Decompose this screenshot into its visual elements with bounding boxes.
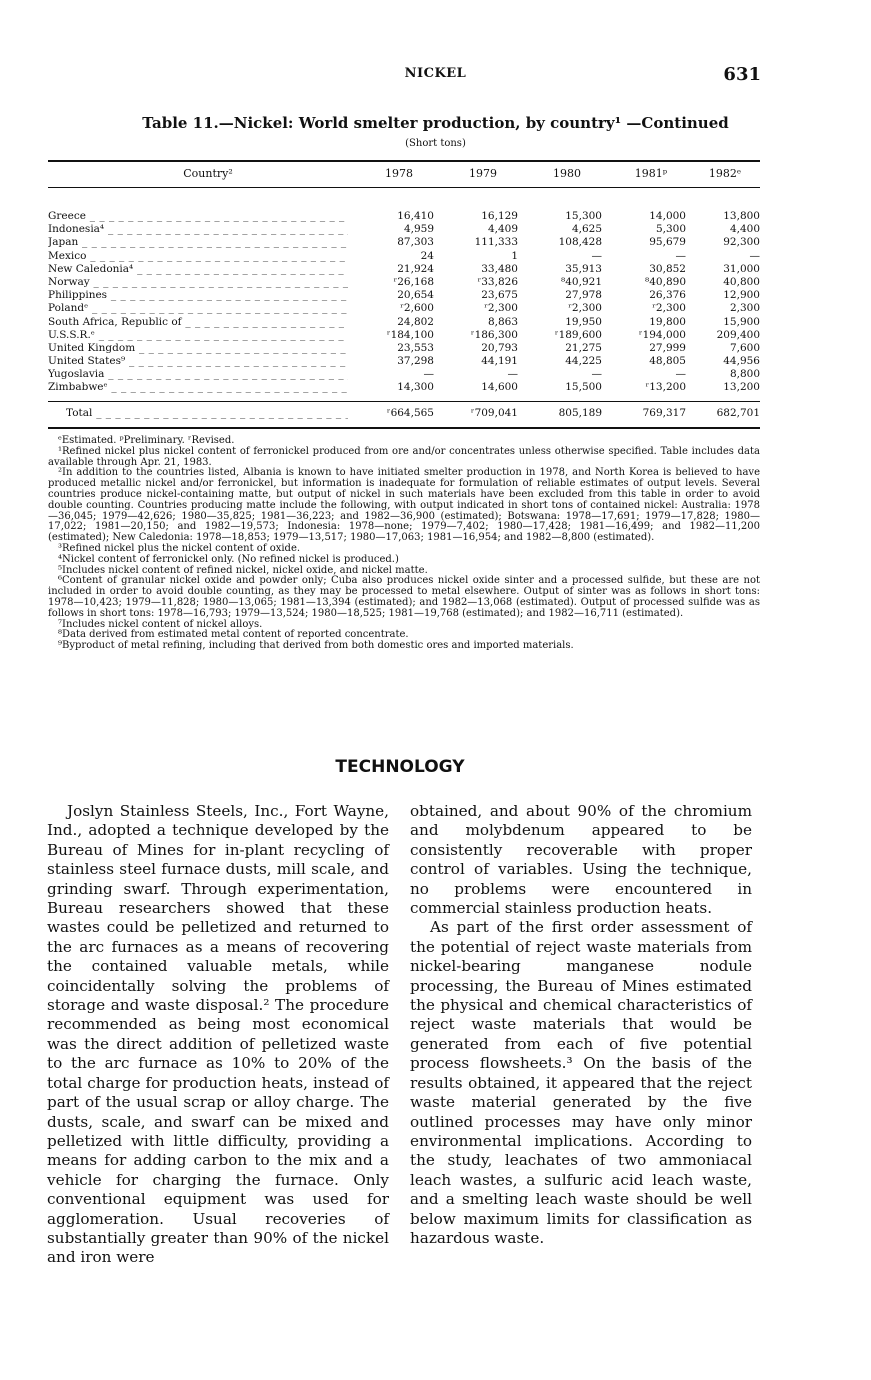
country-name: Japan _ _ _ (48, 236, 348, 249)
table-column-headers (48, 167, 760, 181)
country-name: Mexico _ _ _ (48, 250, 348, 263)
total-label: Total _ _ _ (66, 405, 348, 421)
country-name: U.S.S.R.ᵉ _ _ _ (48, 329, 348, 342)
section-title: TECHNOLOGY (335, 757, 465, 777)
cell-1979: 4,409 (487, 223, 518, 236)
page-number: 631 (723, 64, 761, 85)
table-header-rule (48, 187, 760, 188)
cell-1982: 2,300 (729, 302, 760, 315)
cell-1979: 111,333 (474, 236, 518, 249)
total-1978: ʳ664,565 (386, 407, 434, 419)
table-body (48, 210, 760, 395)
cell-1979: 8,863 (487, 315, 518, 328)
col-header-1978: 1978 (385, 167, 413, 180)
cell-1980: 19,950 (565, 315, 602, 328)
cell-1982: 31,000 (723, 262, 760, 275)
cell-1980: ʳ2,300 (568, 302, 602, 315)
cell-1980: 4,625 (571, 223, 602, 236)
footnote: ⁶Content of granular nickel oxide and powder only; Cuba also produces nickel oxide sinter and a processed sulfide, but these are not included in order to avoid double counting, as they may be processed to metal elsewhere. Output of sinter was as follows in short tons: 1978—10,423; 1979—11,828; 1980—13,065; 1981—13,394 (estimated); and 1982—13,068 (estimated). Output of processed sulfide was as follows in short tons: 1978—16,793; 1979—13,524; 1980—18,525; 1981—19,768 (estimated); and 1982—16,711 (estimated). (48, 575, 760, 619)
table-row (48, 223, 760, 236)
cell-1982: 12,900 (723, 289, 760, 302)
table-row (48, 329, 760, 342)
cell-1978: 24,802 (397, 315, 434, 328)
table-row (48, 289, 760, 302)
country-name: Yugoslavia _ _ _ (48, 368, 348, 381)
cell-1978: 20,654 (397, 289, 434, 302)
cell-1981: — (675, 368, 686, 381)
footnote: ⁴Nickel content of ferronickel only. (No refined nickel is produced.) (58, 553, 399, 565)
cell-1978: 23,553 (397, 341, 434, 354)
cell-1979: 44,191 (481, 355, 518, 368)
table-row (48, 210, 760, 223)
cell-1979: ʳ186,300 (470, 328, 518, 341)
cell-1980: 44,225 (565, 355, 602, 368)
cell-1981: ʳ194,000 (638, 328, 686, 341)
cell-1979: 20,793 (481, 341, 518, 354)
total-1982: 682,701 (716, 407, 760, 419)
cell-1978: 14,300 (397, 381, 434, 394)
cell-1982: 15,900 (723, 315, 760, 328)
col-header-1982: 1982ᵉ (708, 167, 742, 180)
table-row (48, 236, 760, 249)
cell-1978: 87,303 (397, 236, 434, 249)
country-name: United Kingdom _ _ _ (48, 342, 348, 355)
table-subtitle: (Short tons) (405, 138, 466, 149)
cell-1979: 14,600 (481, 381, 518, 394)
cell-1980: 15,300 (565, 210, 602, 222)
table-row (48, 316, 760, 329)
running-header-title: NICKEL (404, 66, 467, 81)
cell-1981: 48,805 (649, 355, 686, 368)
cell-1980: — (591, 249, 602, 262)
body-column-left (47, 802, 389, 1268)
cell-1980: 35,913 (565, 262, 602, 275)
cell-1979: 33,480 (481, 262, 518, 275)
table-title: Table 11.—Nickel: World smelter production, by country¹ —Continued (142, 114, 729, 132)
cell-1978: ʳ2,600 (400, 302, 434, 315)
cell-1981: 14,000 (649, 210, 686, 222)
cell-1982: — (749, 249, 760, 262)
cell-1980: — (591, 368, 602, 381)
footnote: ⁹Byproduct of metal refining, including that derived from both domestic ores and imported materials. (58, 640, 574, 652)
col-header-1981: 1981ᵖ (634, 167, 668, 180)
cell-1979: 1 (511, 249, 518, 262)
cell-1981: — (675, 249, 686, 262)
cell-1979: — (507, 368, 518, 381)
cell-1982: 92,300 (723, 236, 760, 249)
cell-1978: 16,410 (397, 210, 434, 222)
country-name: United States⁹ _ _ _ (48, 355, 348, 368)
country-name: Zimbabweᵉ _ _ _ (48, 381, 348, 394)
cell-1979: ʳ2,300 (484, 302, 518, 315)
footnote: ³Refined nickel plus the nickel content of oxide. (58, 542, 301, 554)
table-row (48, 250, 760, 263)
col-header-1979: 1979 (469, 167, 497, 180)
cell-1980: 21,275 (565, 341, 602, 354)
cell-1978: ʳ184,100 (386, 328, 434, 341)
cell-1982: 44,956 (723, 355, 760, 368)
table-row (48, 355, 760, 368)
cell-1981: 30,852 (649, 262, 686, 275)
footnote: ¹Refined nickel plus nickel content of ferronickel produced from ore and/or concentrates unless otherwise specified. Table includes data available through Apr. 21, 1983. (48, 445, 760, 468)
body-paragraph: Joslyn Stainless Steels, Inc., Fort Wayne, Ind., adopted a technique developed by the Bureau of Mines for in-plant recycling of stainless steel furnace dusts, mill scale, and grinding swarf. Through experimentation, Bureau researchers showed that these wastes could be pelletized and returned to the arc furnaces as a means of recovering the contained valuable metals, while coincidentally solving the problems of storage and waste disposal.² The procedure recommended as being most economical was the direct addition of pelletized waste to the arc furnace as 10% to 20% of the total charge for production heats, instead of part of the usual scrap or alloy charge. The dusts, scale, and swarf can be mixed and pelletized with little difficulty, providing a means for adding carbon to the mix and a vehicle for charging the furnace. Only conventional equipment was used for agglomeration. Usual recoveries of substantially greater than 90% of the nickel and iron were (47, 802, 389, 1267)
cell-1982: 40,800 (723, 275, 760, 288)
body-column-right (410, 802, 752, 1248)
col-header-1980: 1980 (553, 167, 581, 180)
cell-1978: — (423, 368, 434, 381)
table-row (48, 342, 760, 355)
cell-1981: 19,800 (649, 315, 686, 328)
table-row (48, 368, 760, 381)
total-1981: 769,317 (642, 407, 686, 419)
cell-1982: 8,800 (729, 368, 760, 381)
cell-1981: 27,999 (649, 341, 686, 354)
cell-1978: 21,924 (397, 262, 434, 275)
country-name: South Africa, Republic of _ _ _ (48, 316, 348, 329)
cell-1981: ʳ2,300 (652, 302, 686, 315)
country-name: Greece _ _ _ (48, 210, 348, 223)
cell-1981: 26,376 (649, 289, 686, 302)
cell-1980: 27,978 (565, 289, 602, 302)
col-header-country: Country² (183, 167, 233, 180)
table-top-rule (48, 160, 760, 162)
country-name: Indonesia⁴ _ _ _ (48, 223, 348, 236)
cell-1980: 108,428 (558, 236, 602, 249)
cell-1982: 13,200 (723, 381, 760, 394)
cell-1982: 7,600 (729, 341, 760, 354)
table-total-rule (48, 401, 760, 402)
cell-1982: 13,800 (723, 210, 760, 222)
cell-1979: ʳ33,826 (477, 275, 518, 288)
table-row (48, 381, 760, 394)
country-name: New Caledonia⁴ _ _ _ (48, 263, 348, 276)
table-bottom-rule (48, 427, 760, 429)
cell-1978: 4,959 (403, 223, 434, 236)
cell-1981: 5,300 (655, 223, 686, 236)
table-total-row (48, 405, 760, 421)
cell-1979: 16,129 (481, 210, 518, 222)
cell-1981: ʳ13,200 (645, 381, 686, 394)
body-paragraph: As part of the first order assessment of the potential of reject waste materials from nickel-bearing manganese nodule processing, the Bureau of Mines estimated the physical and chemical characteristics of reject waste materials that would be generated from each of five potential process flowsheets.³ On the basis of the results obtained, it appeared that the reject waste material generated by the five outlined processes may have only minor environmental implications. According to the study, leachates of two ammoniacal leach wastes, a sulfuric acid leach waste, and a smelting leach waste should be well below maximum limits for classification as hazardous waste. (410, 918, 752, 1247)
footnote: ⁸Data derived from estimated metal content of reported concentrate. (58, 629, 409, 641)
table-footnotes (48, 436, 760, 652)
country-name: Polandᵉ _ _ _ (48, 302, 348, 315)
cell-1981: 95,679 (649, 236, 686, 249)
body-paragraph: obtained, and about 90% of the chromium and molybdenum appeared to be consistently recoverable with proper control of variables. Using the technique, no problems were encountered in commercial stainless production heats. (410, 802, 752, 918)
table-row (48, 302, 760, 315)
table-row (48, 263, 760, 276)
footnote: ²In addition to the countries listed, Albania is known to have initiated smelter production in 1978, and North Korea is believed to have produced metallic nickel and/or ferronickel, but information is inadequate for formulation of reliable estimates of output levels. Several countries produce nickel-containing matte, but output of nickel in such materials have been excluded from this table in order to avoid double counting. Countries producing matte include the following, with output indicated in short tons of contained nickel: Australia: 1978—36,045; 1979—42,626; 1980—35,825; 1981—36,223; and 1982—36,900 (estimated); Botswana: 1978—17,691; 1979—17,828; 1980—17,022; 1981—20,150; and 1982—19,573; Indonesia: 1978—none; 1979—7,402; 1980—17,428; 1981—16,499; and 1982—11,200 (estimated); New Caledonia: 1978—18,853; 1979—13,517; 1980—17,063; 1981—16,954; and 1982—8,800 (estimated). (48, 467, 760, 544)
footnote: ⁵Includes nickel content of refined nickel, nickel oxide, and nickel matte. (58, 564, 428, 576)
cell-1980: 15,500 (565, 381, 602, 394)
total-1979: ʳ709,041 (470, 407, 518, 419)
cell-1979: 23,675 (481, 289, 518, 302)
cell-1982: 209,400 (716, 328, 760, 341)
cell-1982: 4,400 (729, 223, 760, 236)
cell-1981: ⁸40,890 (645, 275, 686, 288)
cell-1978: ʳ26,168 (393, 275, 434, 288)
cell-1978: 37,298 (397, 355, 434, 368)
cell-1980: ⁸40,921 (561, 275, 602, 288)
footnote: ⁷Includes nickel content of nickel alloys. (58, 618, 263, 630)
country-name: Norway _ _ _ (48, 276, 348, 289)
total-1980: 805,189 (558, 407, 602, 419)
table-row (48, 276, 760, 289)
country-name: Philippines _ _ _ (48, 289, 348, 302)
cell-1980: ʳ189,600 (554, 328, 602, 341)
cell-1978: 24 (420, 249, 434, 262)
footnote: ᵉEstimated. ᵖPreliminary. ʳRevised. (58, 435, 235, 446)
